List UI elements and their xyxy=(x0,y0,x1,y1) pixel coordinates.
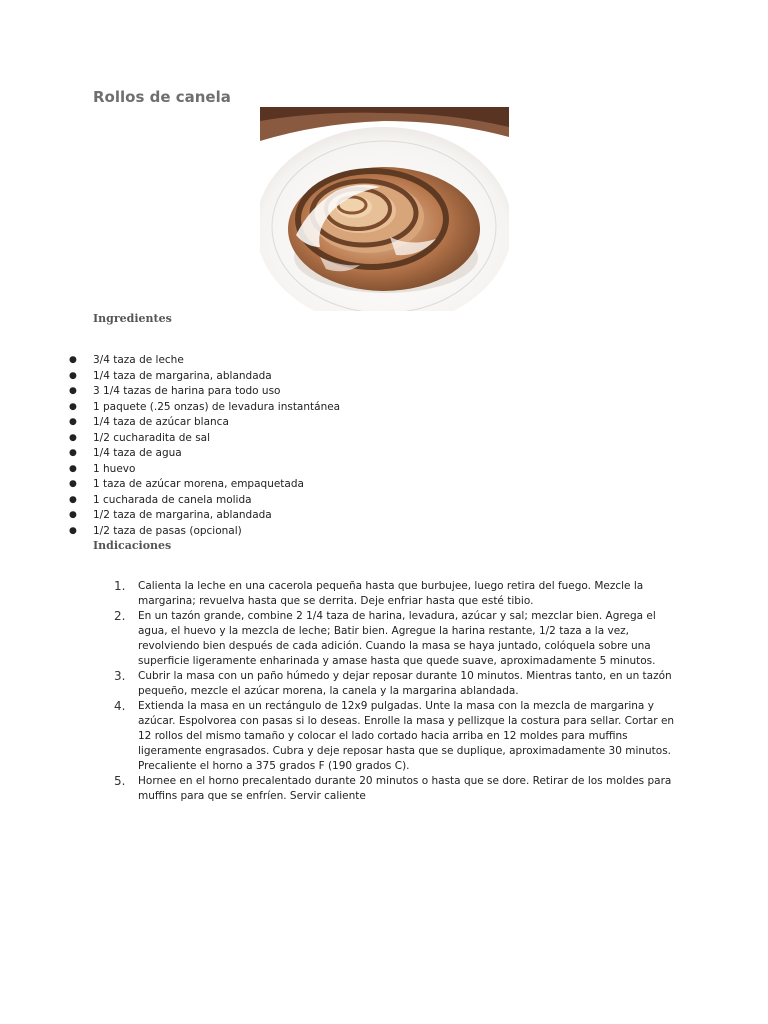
bullet-icon: ● xyxy=(69,355,77,365)
ingredient-text: 1 cucharada de canela molida xyxy=(93,493,252,506)
bullet-icon: ● xyxy=(69,479,77,489)
list-item xyxy=(0,699,678,774)
ingredient-text: 1/4 taza de agua xyxy=(93,447,182,459)
bullet-icon: ● xyxy=(69,370,77,381)
ingredient-text: 3/4 taza de leche xyxy=(93,354,184,366)
list-item xyxy=(0,446,340,462)
ingredient-text: 1 taza de azúcar morena, empaquetada xyxy=(93,478,304,490)
ingredient-text: 1/2 cucharadita de sal xyxy=(93,431,211,444)
bullet-icon: ● xyxy=(69,463,77,474)
step-number: 1. xyxy=(114,579,126,593)
step-number: 3. xyxy=(114,669,126,683)
step-number: 4. xyxy=(114,699,126,713)
bullet-icon: ● xyxy=(69,386,77,396)
cinnamon-roll-photo xyxy=(260,107,509,311)
bullet-icon: ● xyxy=(69,448,77,458)
list-item xyxy=(0,774,678,804)
bullet-icon: ● xyxy=(69,432,77,443)
bullet-icon: ● xyxy=(69,417,77,427)
list-item xyxy=(0,609,678,669)
step-text: Calienta la leche en una cacerola pequeña hasta que burbujee, luego retira del fuego. Mezcle la margarina; revuelva hasta que se derrita. Deje enfriar hasta que esté tibio. xyxy=(138,580,644,607)
bullet-icon: ● xyxy=(69,510,77,520)
directions-list xyxy=(0,579,700,804)
step-text: En un tazón grande, combine 2 1/4 taza de harina, levadura, azúcar y sal; mezclar bien. Agrega el agua, el huevo y la mezcla de leche; Batir bien. Agregue la harina restante, 1/2 taza a la vez, revolviendo bien después de cada adición. Cuando la masa se haya juntado, colóquela sobre una superficie ligeramente enharinada y amase hasta que quede suave, aproximadamente 5 minutos. xyxy=(138,610,656,667)
step-text: Extienda la masa en un rectángulo de 12x9 pulgadas. Unte la masa con la mezcla de margarina y azúcar. Espolvorea con pasas si lo deseas. Enrolle la masa y pellizque la costura para sellar. Cortar en 12 rollos del mismo tamaño y colocar el lado cortado hacia arriba en 12 moldes para muffins ligeramente engrasados. Cubra y deje reposar hasta que se duplique, aproximadamente 30 minutos. Precaliente el horno a 375 grados F (190 grados C). xyxy=(138,700,675,772)
list-item xyxy=(0,477,340,493)
step-text: Hornee en el horno precalentado durante 20 minutos o hasta que se dore. Retirar de los moldes para muffins para que se enfríen. Servir caliente xyxy=(138,775,672,802)
ingredient-text: 1/4 taza de azúcar blanca xyxy=(93,416,229,428)
ingredient-text: 3 1/4 tazas de harina para todo uso xyxy=(93,385,281,397)
list-item xyxy=(0,524,340,540)
list-item xyxy=(0,400,340,416)
list-item xyxy=(0,462,340,478)
recipe-title: Rollos de canela xyxy=(93,88,231,106)
list-item xyxy=(0,431,340,447)
list-item xyxy=(0,369,340,385)
list-item xyxy=(0,353,340,369)
bullet-icon: ● xyxy=(69,494,77,505)
ingredient-text: 1 paquete (.25 onzas) de levadura instantánea xyxy=(93,400,341,413)
ingredient-list xyxy=(0,353,340,539)
ingredients-heading: Ingredientes xyxy=(93,312,172,325)
list-item xyxy=(0,384,340,400)
directions-heading: Indicaciones xyxy=(93,539,172,552)
list-item xyxy=(0,493,340,509)
ingredient-text: 1 huevo xyxy=(93,462,136,475)
step-number: 5. xyxy=(114,774,126,788)
list-item xyxy=(0,669,678,699)
bullet-icon: ● xyxy=(69,401,77,412)
list-item xyxy=(0,415,340,431)
step-text: Cubrir la masa con un paño húmedo y dejar reposar durante 10 minutos. Mientras tanto, en un tazón pequeño, mezcle el azúcar morena, la canela y la margarina ablandada. xyxy=(138,670,672,697)
list-item xyxy=(0,579,678,609)
step-number: 2. xyxy=(114,609,126,623)
ingredient-text: 1/4 taza de margarina, ablandada xyxy=(93,369,272,382)
bullet-icon: ● xyxy=(69,525,77,536)
ingredient-text: 1/2 taza de pasas (opcional) xyxy=(93,524,242,537)
list-item xyxy=(0,508,340,524)
ingredient-text: 1/2 taza de margarina, ablandada xyxy=(93,509,272,521)
